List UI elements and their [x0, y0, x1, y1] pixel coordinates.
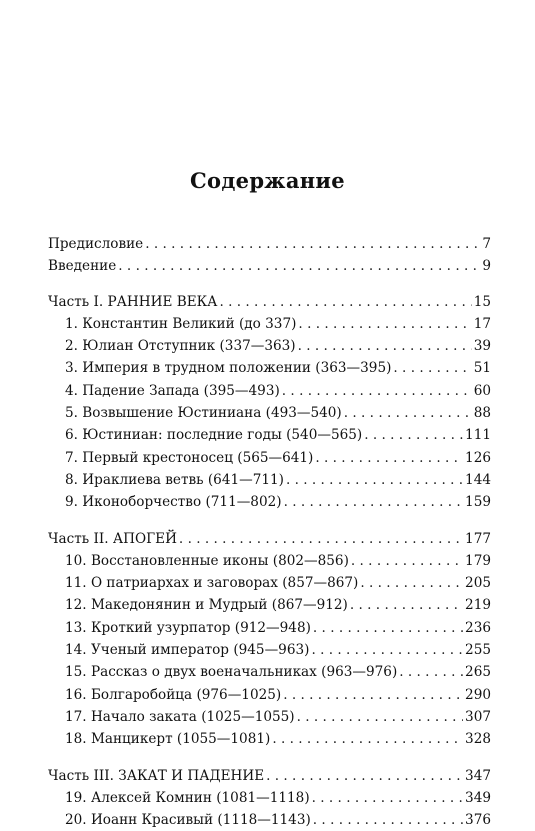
toc-chapter [48, 357, 491, 379]
leader-dots [399, 661, 463, 683]
toc-part-2 [48, 528, 491, 550]
toc-chapter-page: 219 [465, 597, 491, 614]
toc-chapter-page: 236 [465, 619, 491, 636]
spacer [48, 514, 491, 528]
toc-entry-page: 7 [482, 236, 491, 252]
toc-chapter-page: 179 [465, 552, 491, 569]
leader-dots [145, 233, 480, 255]
toc-chapter-page: 17 [473, 315, 491, 332]
toc-chapter-label: 13. Кроткий узурпатор (912—948) [65, 619, 311, 636]
toc-chapter-label: 9. Иконоборчество (711—802) [65, 494, 282, 511]
toc-chapter-label: 19. Алексей Комнин (1081—1118) [65, 789, 310, 806]
page-title: Содержание [190, 168, 345, 193]
toc-part-page: 15 [473, 293, 491, 310]
toc-chapter [48, 335, 491, 357]
toc-chapter [48, 706, 491, 728]
leader-dots [297, 706, 463, 728]
toc-chapter [48, 424, 491, 446]
toc-part-page: 177 [465, 530, 491, 547]
toc-chapter [48, 617, 491, 639]
spacer [48, 751, 491, 765]
toc-chapter-label: 4. Падение Запада (395—493) [65, 382, 280, 399]
toc-chapter [48, 313, 491, 335]
toc-part-3 [48, 765, 491, 787]
toc-chapter [48, 684, 491, 706]
toc-chapter [48, 787, 491, 809]
toc-chapter-label: 5. Возвышение Юстиниана (493—540) [65, 405, 342, 422]
toc-chapter-page: 111 [465, 427, 491, 444]
toc-chapter [48, 572, 491, 594]
toc-chapter-label: 18. Манцикерт (1055—1081) [65, 731, 271, 748]
toc-chapter-page: 307 [465, 708, 491, 725]
toc-entry-label: Предисловие [48, 236, 144, 252]
toc-chapter [48, 809, 491, 831]
leader-dots [266, 765, 463, 787]
leader-dots [351, 550, 463, 572]
leader-dots [282, 380, 472, 402]
toc-entry-page: 9 [482, 258, 491, 275]
leader-dots [311, 639, 463, 661]
toc-chapter-page: 60 [473, 382, 491, 399]
leader-dots [364, 424, 463, 446]
leader-dots [313, 809, 463, 831]
leader-dots [284, 491, 463, 513]
toc-chapter [48, 550, 491, 572]
toc-chapter-label: 20. Иоанн Красивый (1118—1143) [65, 812, 311, 829]
toc-chapter-page: 144 [465, 471, 491, 488]
toc-entry-label: Введение [48, 258, 117, 275]
toc-chapter-page: 88 [473, 405, 491, 422]
toc-chapter-label: 17. Начало заката (1025—1055) [65, 708, 295, 725]
leader-dots [313, 617, 463, 639]
toc-entry-introduction [48, 255, 491, 277]
toc-chapter [48, 594, 491, 616]
toc-chapter-label: 15. Рассказ о двух военачальниках (963—976) [65, 664, 398, 681]
leader-dots [283, 684, 463, 706]
toc-chapter-page: 205 [465, 575, 491, 592]
toc-chapter-label: 6. Юстиниан: последние годы (540—565) [65, 427, 363, 444]
toc-part-label: Часть I. РАННИЕ ВЕКА [48, 293, 218, 310]
toc-chapter-label: 3. Империя в трудном положении (363—395) [65, 360, 392, 377]
toc-chapter-page: 255 [465, 642, 491, 659]
leader-dots [315, 447, 463, 469]
toc-chapter [48, 661, 491, 683]
toc-chapter-label: 12. Македонянин и Мудрый (867—912) [65, 597, 348, 614]
leader-dots [219, 291, 471, 313]
toc-entry-preface [48, 233, 491, 255]
leader-dots [298, 335, 472, 357]
toc-chapter-label: 8. Ираклиева ветвь (641—711) [65, 471, 284, 488]
toc-chapter-page: 290 [465, 686, 491, 703]
leader-dots [298, 313, 471, 335]
spacer [48, 278, 491, 291]
toc-chapter [48, 491, 491, 513]
toc-chapter-page: 376 [465, 812, 491, 829]
toc-chapter-label: 1. Константин Великий (до 337) [65, 315, 297, 332]
toc-chapter [48, 639, 491, 661]
toc-part-page: 347 [465, 767, 491, 784]
leader-dots [312, 787, 463, 809]
table-of-contents [48, 233, 491, 831]
leader-dots [179, 528, 463, 550]
toc-chapter-page: 349 [465, 789, 491, 806]
toc-chapter-page: 328 [465, 731, 491, 748]
toc-chapter-page: 265 [465, 664, 491, 681]
toc-chapter-page: 126 [465, 449, 491, 466]
toc-chapter [48, 380, 491, 402]
leader-dots [272, 728, 463, 750]
leader-dots [350, 594, 463, 616]
toc-part-1 [48, 291, 491, 313]
toc-chapter [48, 447, 491, 469]
toc-chapter-page: 39 [473, 338, 491, 355]
toc-chapter-label: 14. Ученый император (945—963) [65, 642, 310, 659]
toc-chapter-label: 7. Первый крестоносец (565—641) [65, 449, 314, 466]
toc-chapter-page: 51 [473, 360, 491, 377]
leader-dots [393, 357, 471, 379]
leader-dots [360, 572, 463, 594]
toc-chapter-label: 16. Болгаробойца (976—1025) [65, 686, 282, 703]
leader-dots [286, 469, 463, 491]
toc-part-label: Часть III. ЗАКАТ И ПАДЕНИЕ [48, 767, 265, 784]
toc-chapter-label: 10. Восстановленные иконы (802—856) [65, 552, 349, 569]
toc-chapter [48, 728, 491, 750]
leader-dots [344, 402, 472, 424]
toc-chapter-label: 11. О патриархах и заговорах (857—867) [65, 575, 359, 592]
leader-dots [118, 255, 480, 277]
toc-chapter [48, 469, 491, 491]
toc-chapter [48, 402, 491, 424]
toc-part-label: Часть II. АПОГЕЙ [48, 530, 177, 547]
toc-chapter-page: 159 [465, 494, 491, 511]
toc-chapter-label: 2. Юлиан Отступник (337—363) [65, 338, 296, 355]
